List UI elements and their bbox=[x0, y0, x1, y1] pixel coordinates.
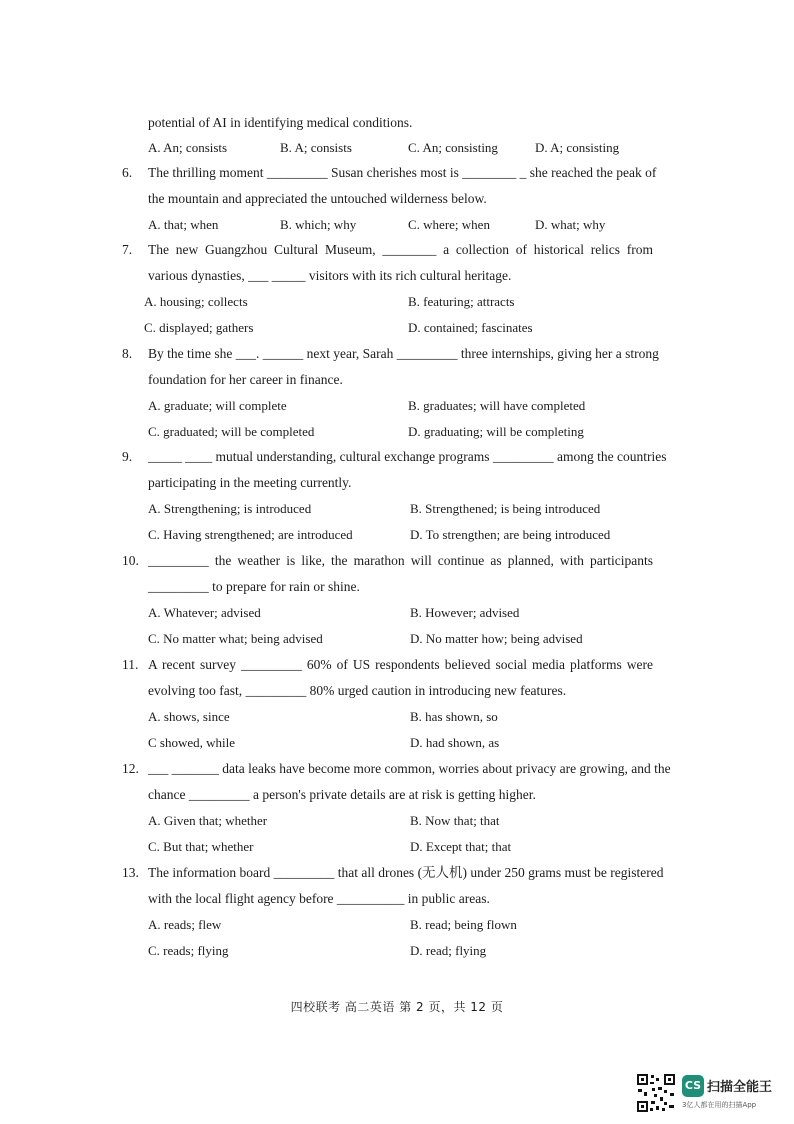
question-7-option-c: C. displayed; gathers bbox=[144, 320, 254, 335]
camscanner-logo-icon: CS bbox=[682, 1075, 704, 1097]
question-13-stem-line-1: The information board _________ that all drones (无人机) under 250 grams must be registered bbox=[148, 865, 664, 880]
question-13-number: 13. bbox=[122, 865, 139, 880]
question-12-option-a: A. Given that; whether bbox=[148, 813, 268, 828]
question-10-stem-line-1: _________ the weather is like, the marathon will continue as planned, with participants bbox=[148, 553, 653, 568]
question-6-stem-line-1: The thrilling moment _________ Susan cherishes most is ________ _ she reached the peak of bbox=[148, 165, 657, 180]
question-10-option-d: D. No matter how; being advised bbox=[410, 631, 583, 646]
question-9-option-d: D. To strengthen; are being introduced bbox=[410, 527, 611, 542]
question-6-option-d: D. what; why bbox=[535, 217, 606, 232]
question-12-stem-line-1: ___ _______ data leaks have become more common, worries about privacy are growing, and the bbox=[148, 761, 671, 776]
question-9-stem-line-1: _____ ____ mutual understanding, cultural exchange programs _________ among the countries bbox=[148, 449, 667, 464]
question-11-stem-line-2: evolving too fast, _________ 80% urged caution in introducing new features. bbox=[148, 683, 567, 698]
question-5-option-b: B. A; consists bbox=[280, 140, 352, 155]
question-13-stem-line-2: with the local flight agency before __________ in public areas. bbox=[148, 891, 490, 906]
question-12-option-c: C. But that; whether bbox=[148, 839, 254, 854]
question-10-option-a: A. Whatever; advised bbox=[148, 605, 261, 620]
question-6-stem-line-2: the mountain and appreciated the untouched wilderness below. bbox=[148, 191, 487, 206]
question-9-stem-line-2: participating in the meeting currently. bbox=[148, 475, 352, 490]
question-13-option-b: B. read; being flown bbox=[410, 917, 517, 932]
question-9-option-c: C. Having strengthened; are introduced bbox=[148, 527, 353, 542]
question-13-option-a: A. reads; flew bbox=[148, 917, 222, 932]
question-7-option-d: D. contained; fascinates bbox=[408, 320, 533, 335]
question-5-option-d: D. A; consisting bbox=[535, 140, 620, 155]
question-7-stem-line-1: The new Guangzhou Cultural Museum, ________ a collection of historical relics from bbox=[148, 242, 653, 257]
question-5-option-c: C. An; consisting bbox=[408, 140, 498, 155]
question-10-number: 10. bbox=[122, 553, 139, 568]
question-9-number: 9. bbox=[122, 449, 133, 464]
question-13-option-d: D. read; flying bbox=[410, 943, 487, 958]
question-9-option-b: B. Strengthened; is being introduced bbox=[410, 501, 601, 516]
question-11-option-a: A. shows, since bbox=[148, 709, 230, 724]
question-12-stem-line-2: chance _________ a person's private details are at risk is getting higher. bbox=[148, 787, 536, 802]
question-9-option-a: A. Strengthening; is introduced bbox=[148, 501, 312, 516]
question-8-number: 8. bbox=[122, 346, 133, 361]
question-10-stem-line-2: _________ to prepare for rain or shine. bbox=[148, 579, 360, 594]
question-8-option-b: B. graduates; will have completed bbox=[408, 398, 586, 413]
question-8-stem-line-2: foundation for her career in finance. bbox=[148, 372, 343, 387]
question-7-option-a: A. housing; collects bbox=[144, 294, 248, 309]
question-12-option-d: D. Except that; that bbox=[410, 839, 512, 854]
question-8-option-a: A. graduate; will complete bbox=[148, 398, 287, 413]
question-6-option-a: A. that; when bbox=[148, 217, 219, 232]
question-13-option-c: C. reads; flying bbox=[148, 943, 229, 958]
question-12-number: 12. bbox=[122, 761, 139, 776]
question-8-option-c: C. graduated; will be completed bbox=[148, 424, 315, 439]
question-6-option-c: C. where; when bbox=[408, 217, 490, 232]
question-6-option-b: B. which; why bbox=[280, 217, 357, 232]
question-7-stem-line-2: various dynasties, ___ _____ visitors with its rich cultural heritage. bbox=[148, 268, 512, 283]
question-5-option-a: A. An; consists bbox=[148, 140, 228, 155]
question-8-stem-line-1: By the time she ___. ______ next year, Sarah _________ three internships, giving her a strong bbox=[148, 346, 659, 361]
question-7-option-b: B. featuring; attracts bbox=[408, 294, 515, 309]
camscanner-app-name: 扫描全能王 bbox=[707, 1080, 773, 1095]
question-11-stem-line-1: A recent survey _________ 60% of US respondents believed social media platforms were bbox=[148, 657, 653, 672]
question-11-option-d: D. had shown, as bbox=[410, 735, 500, 750]
question-11-number: 11. bbox=[122, 657, 139, 672]
question-8-option-d: D. graduating; will be completing bbox=[408, 424, 584, 439]
camscanner-tagline: 3亿人都在用的扫描App bbox=[682, 1101, 757, 1109]
question-11-option-b: B. has shown, so bbox=[410, 709, 498, 724]
question-10-option-c: C. No matter what; being advised bbox=[148, 631, 323, 646]
question-6-number: 6. bbox=[122, 165, 133, 180]
qr-code-icon bbox=[636, 1073, 676, 1113]
question-7-number: 7. bbox=[122, 242, 133, 257]
question-5-stem-line-2: potential of AI in identifying medical conditions. bbox=[148, 115, 413, 130]
question-11-option-c: C showed, while bbox=[148, 735, 236, 750]
question-10-option-b: B. However; advised bbox=[410, 605, 520, 620]
page-footer: 四校联考 高二英语 第 2 页，共 12 页 bbox=[290, 1000, 504, 1014]
question-12-option-b: B. Now that; that bbox=[410, 813, 500, 828]
